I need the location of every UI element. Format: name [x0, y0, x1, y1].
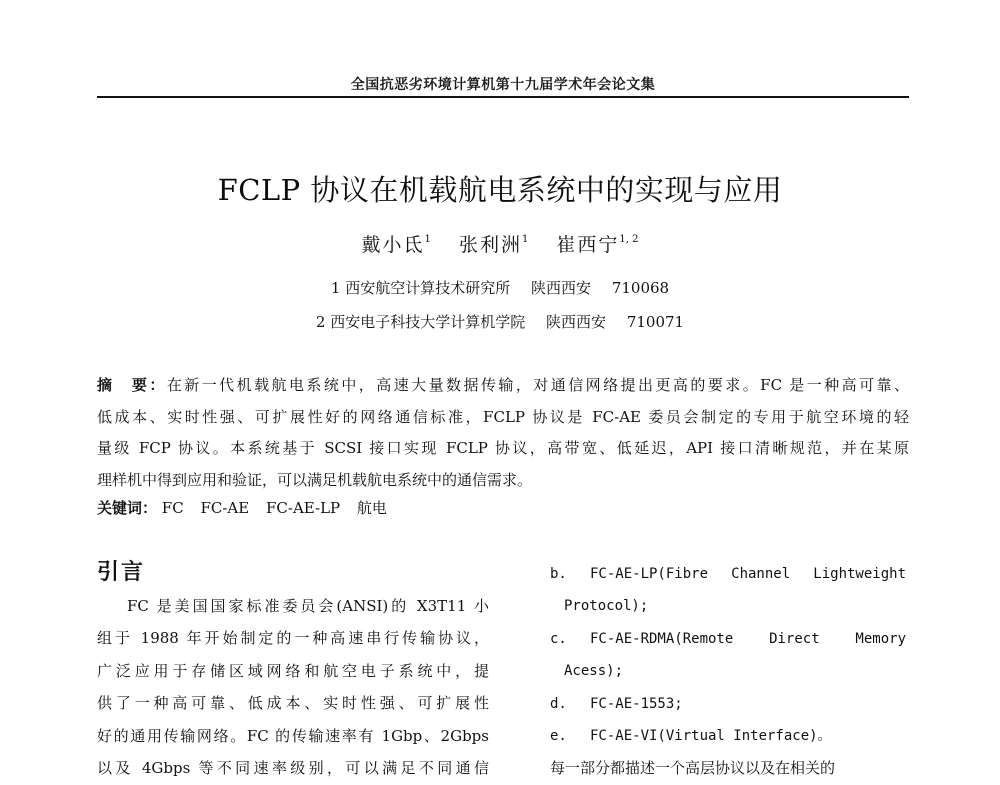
author-affil-sup: 1	[521, 234, 529, 245]
keyword: 航电	[356, 499, 387, 517]
list-item-continuation: Acess);	[564, 663, 624, 680]
keyword: FC	[161, 499, 184, 517]
body-line: 供了一种高可靠、低成本、实时性强、可扩展性	[97, 694, 489, 713]
affiliation	[0, 277, 1000, 298]
abstract-line	[97, 370, 909, 402]
affiliation-zip: 710071	[626, 313, 685, 331]
body-line: 好的通用传输网络。FC 的传输速率有 1Gbp、2Gbps	[97, 726, 489, 745]
author-name: 张利洲	[458, 234, 522, 256]
list-item-d	[550, 688, 906, 720]
running-header: 全国抗恶劣环境计算机第十九届学术年会论文集	[350, 77, 656, 93]
author	[459, 234, 528, 256]
body-line: 广泛应用于存储区域网络和航空电子系统中，提	[97, 661, 489, 680]
list-marker: c.	[550, 630, 567, 647]
section-heading-intro: 引言	[97, 560, 146, 585]
body-line: FC 是美国国家标准委员会(ANSI)的 X3T11 小	[127, 597, 489, 615]
keywords-label: 关键词：	[97, 499, 158, 517]
list-item-c	[550, 623, 906, 655]
affiliation-number: 2	[315, 313, 326, 331]
list-marker: b.	[550, 566, 567, 582]
list-item-e	[550, 720, 906, 752]
list-text: FC-AE-RDMA(Remote Direct Memory	[590, 630, 906, 647]
author-affil-sup: 1	[424, 234, 431, 245]
author-name: 崔西宁	[556, 234, 620, 256]
list-text: FC-AE-VI(Virtual Interface)。	[590, 727, 832, 744]
list-marker: e.	[550, 727, 567, 744]
list-item-b	[550, 558, 906, 590]
affiliation-org: 西安电子科技大学计算机学院	[330, 313, 526, 331]
affiliation-org: 西安航空计算技术研究所	[345, 279, 511, 297]
list-text: FC-AE-1553;	[590, 695, 683, 712]
body-line: 组于 1988 年开始制定的一种高速串行传输协议，	[97, 629, 489, 648]
abstract-text: 在新一代机载航电系统中，高速大量数据传输，对通信网络提出更高的要求。FC 是一种高可靠、	[166, 376, 909, 394]
affiliation-number: 1	[330, 279, 341, 297]
keyword: FC-AE-LP	[266, 499, 341, 517]
author-name: 戴小氐	[361, 234, 425, 256]
author-affil-sup: 1, 2	[619, 234, 639, 245]
paper-title: FCLP 协议在机载航电系统中的实现与应用	[217, 173, 783, 207]
keyword: FC-AE	[200, 499, 250, 517]
body-line-cutoff: 每一部分都描述一个高层协议以及在相关的	[550, 759, 836, 778]
left-column	[97, 556, 489, 784]
list-item-continuation: Protocol);	[564, 598, 649, 615]
header-rule	[97, 96, 909, 98]
affiliation	[0, 311, 1000, 332]
affiliation-zip: 710068	[611, 279, 670, 297]
affiliation-city: 陕西西安	[531, 279, 592, 297]
abstract	[97, 370, 909, 496]
abstract-label: 摘 要：	[97, 376, 167, 394]
list-marker: d.	[550, 695, 567, 712]
abstract-line: 低成本、实时性强、可扩展性好的网络通信标准，FCLP 协议是 FC-AE 委员会制定的专用于航空环境的轻	[97, 407, 909, 426]
abstract-line: 理样机中得到应用和验证，可以满足机载航电系统中的通信需求。	[97, 470, 533, 489]
author	[362, 234, 431, 256]
list-text: FC-AE-LP(Fibre Channel Lightweight	[590, 566, 906, 582]
right-column	[550, 558, 906, 785]
abstract-line: 量级 FCP 协议。本系统基于 SCSI 接口实现 FCLP 协议，高带宽、低延迟，API 接口清晰规范，并在某原	[97, 439, 909, 457]
author-list	[0, 230, 1000, 257]
author	[556, 234, 638, 256]
body-line: 以及 4Gbps 等不同速率级别，可以满足不同通信	[97, 758, 489, 777]
affiliation-city: 陕西西安	[546, 313, 607, 331]
keywords	[97, 496, 909, 520]
